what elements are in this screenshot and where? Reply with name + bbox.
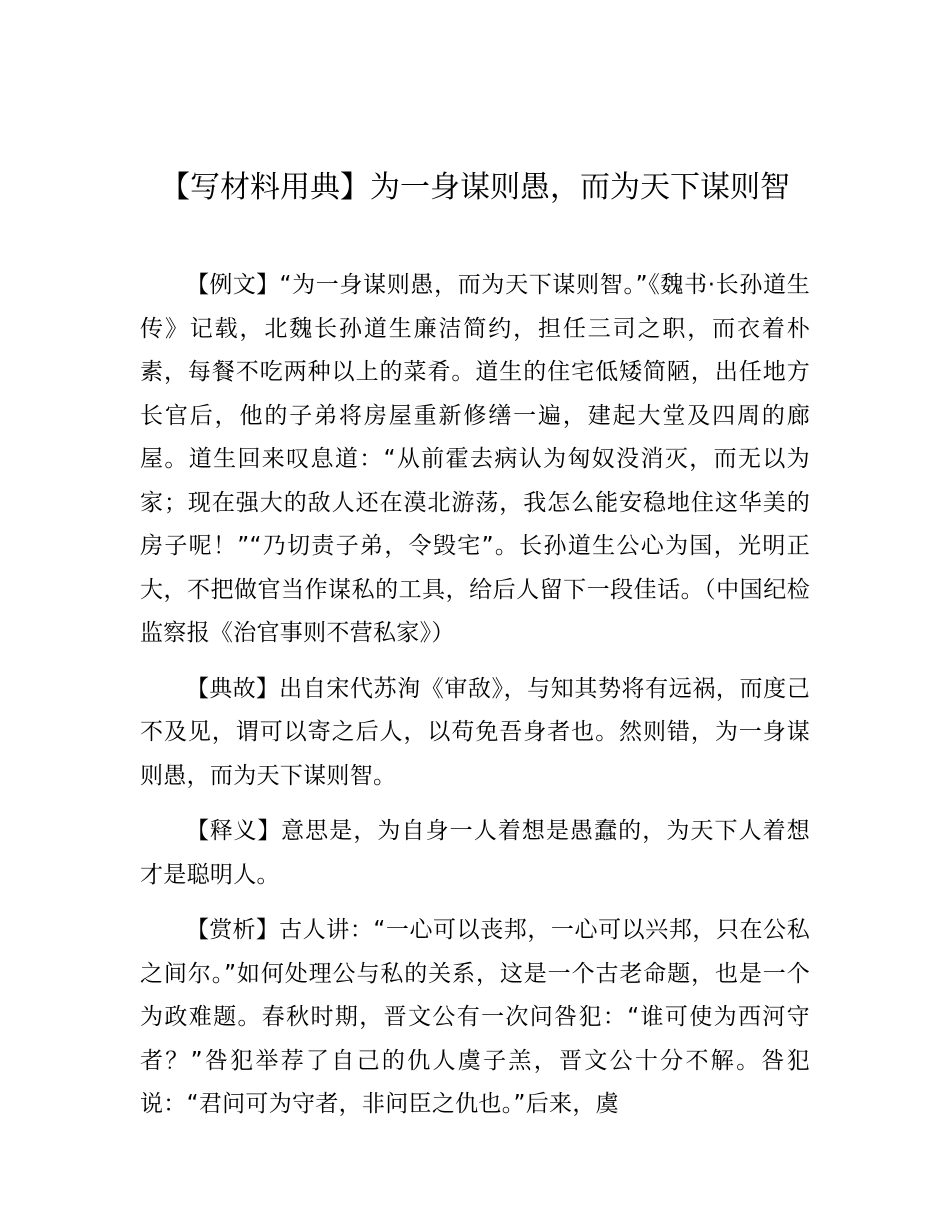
section-label-allusion: 【典故】: [186, 675, 280, 702]
section-label-meaning: 【释义】: [186, 818, 282, 844]
section-text-appreciation: 古人讲：“一心可以丧邦，一心可以兴邦，只在公私之间尔。”如何处理公与私的关系，这是一个古老命题，也是一个为政难题。春秋时期，晋文公有一次问咎犯：“谁可使为西河守者？”咎犯举荐了自己的仇人虞子羔，晋文公十分不解。咎犯说：“君问可为守者，非问臣之仇也。”后来，虞: [140, 917, 810, 1117]
section-text-allusion: 出自宋代苏洵《审敌》，与知其势将有远祸，而度己不及见，谓可以寄之后人，以苟免吾身者也。然则错，为一身谋则愚，而为天下谋则智。: [140, 675, 810, 789]
paragraph-appreciation: [140, 909, 810, 1127]
document-title: 【写材料用典】为一身谋则愚，而为天下谋则智: [160, 170, 790, 205]
paragraph-meaning: [140, 810, 810, 897]
section-text-example: “为一身谋则愚，而为天下谋则智。”《魏书·长孙道生传》记载，北魏长孙道生廉洁简约，担任三司之职，而衣着朴素，每餐不吃两种以上的菜肴。道生的住宅低矮简陋，出任地方长官后，他的子弟将房屋重新修缮一遍，建起大堂及四周的廊屋。道生回来叹息道：“从前霍去病认为匈奴没消灭，而无以为家；现在强大的敌人还在漠北游荡，我怎么能安稳地住这华美的房子呢！”“乃切责子弟，令毁宅”。长孙道生公心为国，光明正大，不把做官当作谋私的工具，给后人留下一段佳话。（中国纪检监察报《治官事则不营私家》）: [140, 272, 810, 646]
section-text-meaning: 意思是，为自身一人着想是愚蠢的，为天下人着想才是聪明人。: [140, 818, 810, 888]
section-label-appreciation: 【赏析】: [186, 917, 280, 943]
paragraph-allusion: [140, 668, 810, 799]
section-label-example: 【例文】: [186, 272, 280, 298]
paragraph-example: [140, 264, 810, 656]
document-body: [140, 264, 810, 1139]
